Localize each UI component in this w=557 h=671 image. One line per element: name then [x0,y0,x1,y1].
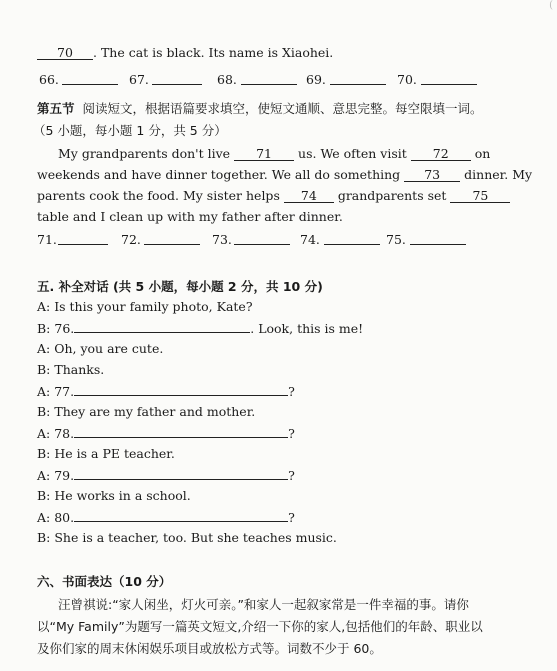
dialogue-line-4: B: Thanks. [37,362,105,377]
corner-mark: ( [549,0,553,11]
writing-prompt-line-3: 及你们家的周末休闲娱乐项目或放松方式等。词数不少于 60。 [37,641,382,656]
question-70-line [37,45,333,60]
answer-label-71: 71. [37,232,57,247]
dialogue-line-3: A: Oh, you are cute. [37,341,164,356]
dialogue-line-11 [37,509,295,525]
passage-text: dinner. My [464,167,533,182]
writing-heading: 六、书面表达（10 分） [37,574,172,589]
dialogue-prefix: B: 76. [37,321,75,336]
question-70-text: . The cat is black. Its name is Xiaohei. [93,45,334,60]
question-mark: ? [288,426,295,441]
answer-label-69: 69. [306,72,326,87]
section5-title: 第五节 [37,101,75,116]
answer-label-74: 74. [300,232,320,247]
blank-75[interactable]: 75 [450,189,510,203]
dialogue-prefix: A: 78. [37,426,75,441]
passage-line-3 [37,188,510,203]
answer-blank-75[interactable] [410,244,466,245]
answer-blank-70[interactable] [421,84,477,85]
answer-label-75: 75. [386,232,406,247]
passage-text: parents cook the food. My sister helps [37,188,280,203]
dialogue-prefix: A: 80. [37,510,75,525]
answer-blank-72[interactable] [144,244,200,245]
passage-text: on [474,146,491,161]
answer-blank-69[interactable] [330,84,386,85]
passage-line-4: table and I clean up with my father after dinner. [37,209,343,224]
dialogue-prefix: A: 79. [37,468,75,483]
dialogue-line-1: A: Is this your family photo, Kate? [37,299,253,314]
passage-text: My grandparents don't live [58,146,231,161]
passage-line-1 [58,146,490,161]
answer-blank-66[interactable] [62,84,118,85]
dialogue-line-12: B: She is a teacher, too. But she teaches music. [37,530,337,545]
dialogue-line-10: B: He works in a school. [37,488,191,503]
answer-blank-79[interactable] [74,467,288,480]
dialogue-text: . Look, this is me! [250,321,364,336]
dialogue-line-5 [37,383,295,399]
answer-blank-78[interactable] [74,425,288,438]
section5-scoring: （5 小题，每小题 1 分，共 5 分） [33,123,227,138]
answer-blank-73[interactable] [234,244,290,245]
blank-71[interactable]: 71 [234,147,294,161]
dialogue-line-9 [37,467,295,483]
answer-blank-76[interactable] [74,320,250,333]
blank-74[interactable]: 74 [284,189,334,203]
dialogue-prefix: A: 77. [37,384,75,399]
blank-70[interactable]: 70 [37,46,93,60]
answer-label-70: 70. [397,72,417,87]
answer-blank-77[interactable] [74,383,288,396]
answer-blank-74[interactable] [324,244,380,245]
answer-blank-68[interactable] [241,84,297,85]
dialogue-heading: 五. 补全对话 (共 5 小题，每小题 2 分，共 10 分) [37,279,323,294]
answer-blank-67[interactable] [152,84,202,85]
answer-blank-71[interactable] [58,244,108,245]
question-mark: ? [288,468,295,483]
section5-instructions: 阅读短文，根据语篇要求填空，使短文通顺、意思完整。每空限填一词。 [82,101,483,116]
writing-prompt-line-2: 以“My Family”为题写一篇英文短文,介绍一下你的家人,包括他们的年龄、职业以 [37,619,483,634]
answer-label-68: 68. [217,72,237,87]
passage-text: us. We often visit [298,146,407,161]
dialogue-line-2 [37,320,363,336]
answer-label-73: 73. [212,232,232,247]
dialogue-line-6: B: They are my father and mother. [37,404,256,419]
dialogue-line-8: B: He is a PE teacher. [37,446,175,461]
answer-label-72: 72. [121,232,141,247]
answer-label-67: 67. [129,72,149,87]
blank-72[interactable]: 72 [411,147,471,161]
dialogue-line-7 [37,425,295,441]
blank-73[interactable]: 73 [404,168,460,182]
passage-text: grandparents set [337,188,447,203]
passage-line-2 [37,167,532,182]
question-mark: ? [288,384,295,399]
question-mark: ? [288,510,295,525]
answer-label-66: 66. [39,72,59,87]
section5-heading [37,99,482,117]
writing-prompt-line-1: 汪曾祺说:“家人闲坐，灯火可亲。”和家人一起叙家常是一件幸福的事。请你 [58,597,469,612]
passage-text: weekends and have dinner together. We all do something [37,167,401,182]
answer-blank-80[interactable] [74,509,288,522]
